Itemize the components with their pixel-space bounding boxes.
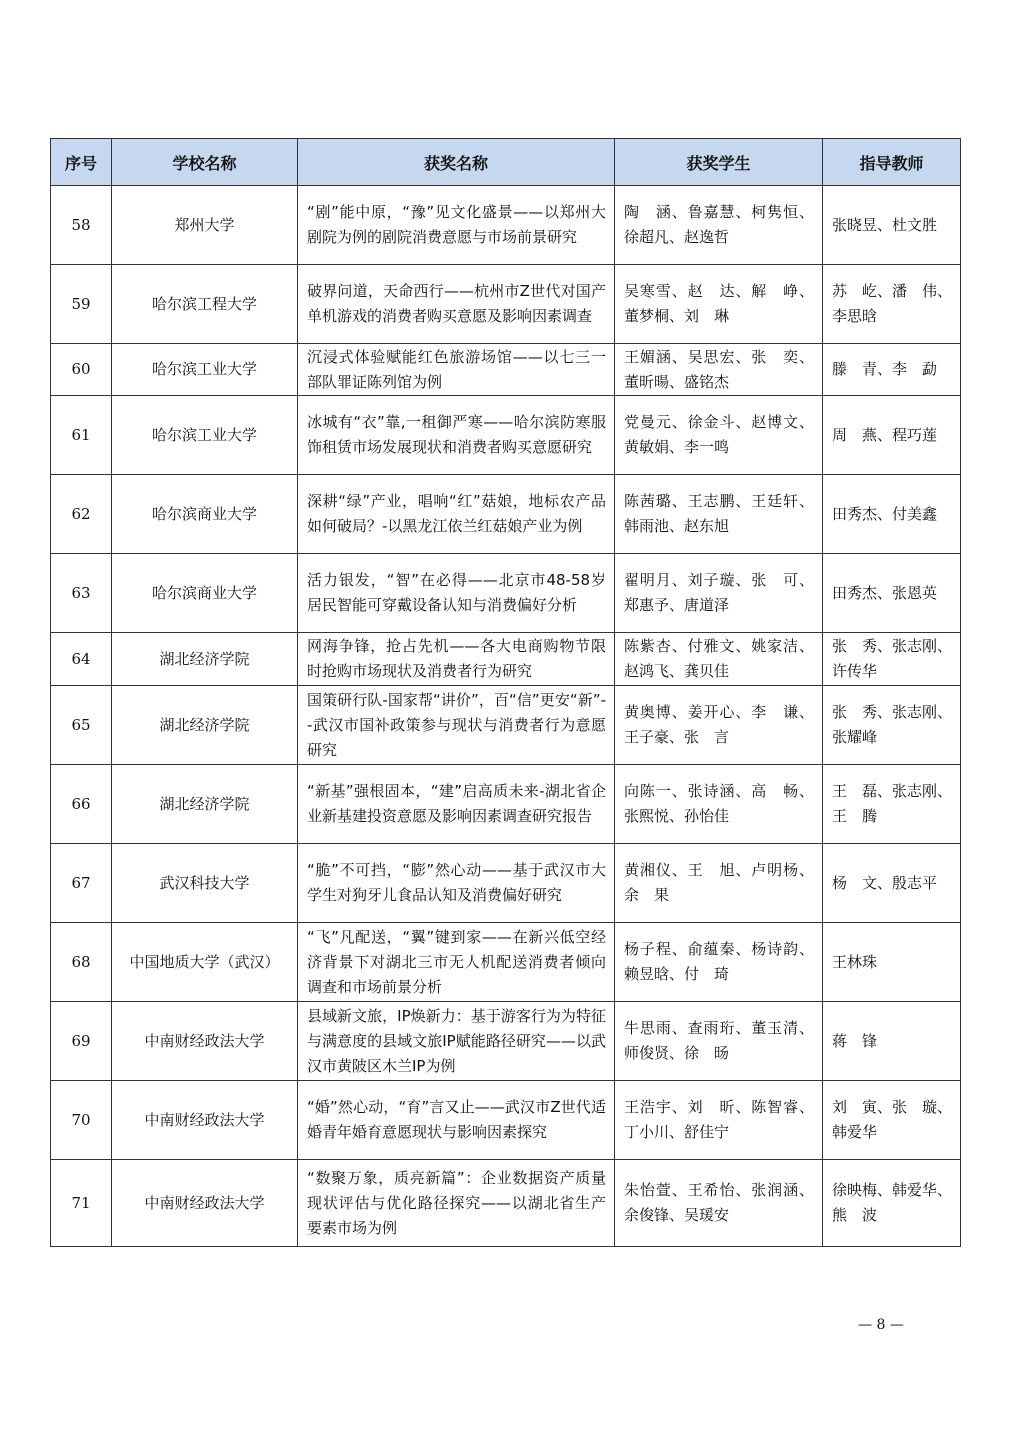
award-title-cell: “新基”强根固本，“建”启高质未来-湖北省企业新基建投资意愿及影响因素调查研究报告	[298, 765, 615, 844]
seq-cell: 70	[51, 1081, 112, 1160]
award-title-cell: “剧”能中原，“豫”见文化盛景——以郑州大剧院为例的剧院消费意愿与市场前景研究	[298, 186, 615, 265]
teachers-cell: 张晓昱、杜文胜	[823, 186, 961, 265]
students-cell: 牛思雨、查雨珩、董玉清、师俊贤、徐 旸	[615, 1002, 823, 1081]
award-title-cell: “婚”然心动，“育”言又止——武汉市Z世代适婚青年婚育意愿现状与影响因素探究	[298, 1081, 615, 1160]
teachers-cell: 田秀杰、张恩英	[823, 554, 961, 633]
school-cell: 哈尔滨工业大学	[112, 344, 298, 396]
students-cell: 翟明月、刘子璇、张 可、郑惠予、唐道泽	[615, 554, 823, 633]
students-cell: 王浩宇、刘 昕、陈智睿、丁小川、舒佳宁	[615, 1081, 823, 1160]
seq-cell: 65	[51, 686, 112, 765]
table-row	[51, 554, 961, 633]
school-cell: 武汉科技大学	[112, 844, 298, 923]
students-cell: 吴寒雪、赵 达、解 峥、董梦桐、刘 琳	[615, 265, 823, 344]
award-title-cell: 沉浸式体验赋能红色旅游场馆——以七三一部队罪证陈列馆为例	[298, 344, 615, 396]
school-cell: 中南财经政法大学	[112, 1081, 298, 1160]
teachers-cell: 杨 文、殷志平	[823, 844, 961, 923]
teachers-cell: 王 磊、张志刚、王 腾	[823, 765, 961, 844]
students-cell: 陶 涵、鲁嘉慧、柯隽恒、徐超凡、赵逸哲	[615, 186, 823, 265]
table-row	[51, 265, 961, 344]
school-cell: 郑州大学	[112, 186, 298, 265]
table-row	[51, 765, 961, 844]
students-cell: 杨子程、俞蕴秦、杨诗韵、赖昱晗、付 琦	[615, 923, 823, 1002]
table-row	[51, 186, 961, 265]
students-cell: 陈紫杏、付雅文、姚家洁、赵鸿飞、龚贝佳	[615, 633, 823, 686]
teachers-cell: 张 秀、张志刚、张耀峰	[823, 686, 961, 765]
seq-cell: 60	[51, 344, 112, 396]
award-title-cell: 国策研行队-国家帮“讲价”，百“信”更安“新”--武汉市国补政策参与现状与消费者行为意愿研究	[298, 686, 615, 765]
school-cell: 湖北经济学院	[112, 765, 298, 844]
seq-cell: 71	[51, 1160, 112, 1247]
seq-cell: 63	[51, 554, 112, 633]
table-row	[51, 1081, 961, 1160]
table-row	[51, 344, 961, 396]
header-students: 获奖学生	[615, 139, 823, 186]
teachers-cell: 蒋 锋	[823, 1002, 961, 1081]
school-cell: 中南财经政法大学	[112, 1160, 298, 1247]
award-title-cell: “飞”凡配送，“翼”键到家——在新兴低空经济背景下对湖北三市无人机配送消费者倾向调查和市场前景分析	[298, 923, 615, 1002]
table-row	[51, 633, 961, 686]
table-header-row	[51, 139, 961, 186]
award-title-cell: 破界问道，天命西行——杭州市Z世代对国产单机游戏的消费者购买意愿及影响因素调查	[298, 265, 615, 344]
school-cell: 哈尔滨商业大学	[112, 475, 298, 554]
table-row	[51, 923, 961, 1002]
header-school: 学校名称	[112, 139, 298, 186]
award-title-cell: 深耕“绿”产业，唱响“红”菇娘，地标农产品如何破局？-以黑龙江依兰红菇娘产业为例	[298, 475, 615, 554]
award-title-cell: 县域新文旅，IP焕新力：基于游客行为为特征与满意度的县域文旅IP赋能路径研究——以武汉市黄陂区木兰IP为例	[298, 1002, 615, 1081]
students-cell: 向陈一、张诗涵、高 畅、张熙悦、孙怡佳	[615, 765, 823, 844]
seq-cell: 67	[51, 844, 112, 923]
header-award-title: 获奖名称	[298, 139, 615, 186]
seq-cell: 59	[51, 265, 112, 344]
students-cell: 陈茜璐、王志鹏、王廷轩、韩雨池、赵东旭	[615, 475, 823, 554]
table-row	[51, 686, 961, 765]
seq-cell: 62	[51, 475, 112, 554]
students-cell: 黄湘仪、王 旭、卢明杨、余 果	[615, 844, 823, 923]
table-row	[51, 844, 961, 923]
seq-cell: 58	[51, 186, 112, 265]
teachers-cell: 田秀杰、付美鑫	[823, 475, 961, 554]
seq-cell: 66	[51, 765, 112, 844]
award-title-cell: 网海争锋，抢占先机——各大电商购物节限时抢购市场现状及消费者行为研究	[298, 633, 615, 686]
teachers-cell: 周 燕、程巧莲	[823, 396, 961, 475]
teachers-cell: 张 秀、张志刚、许传华	[823, 633, 961, 686]
school-cell: 湖北经济学院	[112, 633, 298, 686]
school-cell: 哈尔滨商业大学	[112, 554, 298, 633]
school-cell: 哈尔滨工程大学	[112, 265, 298, 344]
table-row	[51, 1002, 961, 1081]
students-cell: 朱怡萱、王希怡、张润涵、余俊锋、吴瑗安	[615, 1160, 823, 1247]
teachers-cell: 徐映梅、韩爱华、熊 波	[823, 1160, 961, 1247]
award-title-cell: “数聚万象，质亮新篇”：企业数据资产质量现状评估与优化路径探究——以湖北省生产要素市场为例	[298, 1160, 615, 1247]
table-row	[51, 396, 961, 475]
award-title-cell: 活力银发，“智”在必得——北京市48-58岁居民智能可穿戴设备认知与消费偏好分析	[298, 554, 615, 633]
students-cell: 党曼元、徐金斗、赵博文、黄敏娟、李一鸣	[615, 396, 823, 475]
seq-cell: 68	[51, 923, 112, 1002]
teachers-cell: 刘 寅、张 璇、韩爱华	[823, 1081, 961, 1160]
header-teachers: 指导教师	[823, 139, 961, 186]
award-title-cell: 冰城有“衣”靠,一租御严寒——哈尔滨防寒服饰租赁市场发展现状和消费者购买意愿研究	[298, 396, 615, 475]
award-title-cell: “脆”不可挡，“膨”然心动——基于武汉市大学生对狗牙儿食品认知及消费偏好研究	[298, 844, 615, 923]
seq-cell: 61	[51, 396, 112, 475]
table-row	[51, 1160, 961, 1247]
seq-cell: 69	[51, 1002, 112, 1081]
school-cell: 中国地质大学（武汉）	[112, 923, 298, 1002]
teachers-cell: 王林珠	[823, 923, 961, 1002]
teachers-cell: 苏 屹、潘 伟、李思晗	[823, 265, 961, 344]
seq-cell: 64	[51, 633, 112, 686]
school-cell: 哈尔滨工业大学	[112, 396, 298, 475]
students-cell: 王媚涵、吴思宏、张 奕、董昕暘、盛铭杰	[615, 344, 823, 396]
teachers-cell: 滕 青、李 勐	[823, 344, 961, 396]
table-row	[51, 475, 961, 554]
page-number: — 8 —	[858, 1317, 904, 1333]
students-cell: 黄奥博、姜开心、李 谦、王子豪、张 言	[615, 686, 823, 765]
school-cell: 湖北经济学院	[112, 686, 298, 765]
school-cell: 中南财经政法大学	[112, 1002, 298, 1081]
award-table	[50, 138, 961, 1247]
header-seq: 序号	[51, 139, 112, 186]
